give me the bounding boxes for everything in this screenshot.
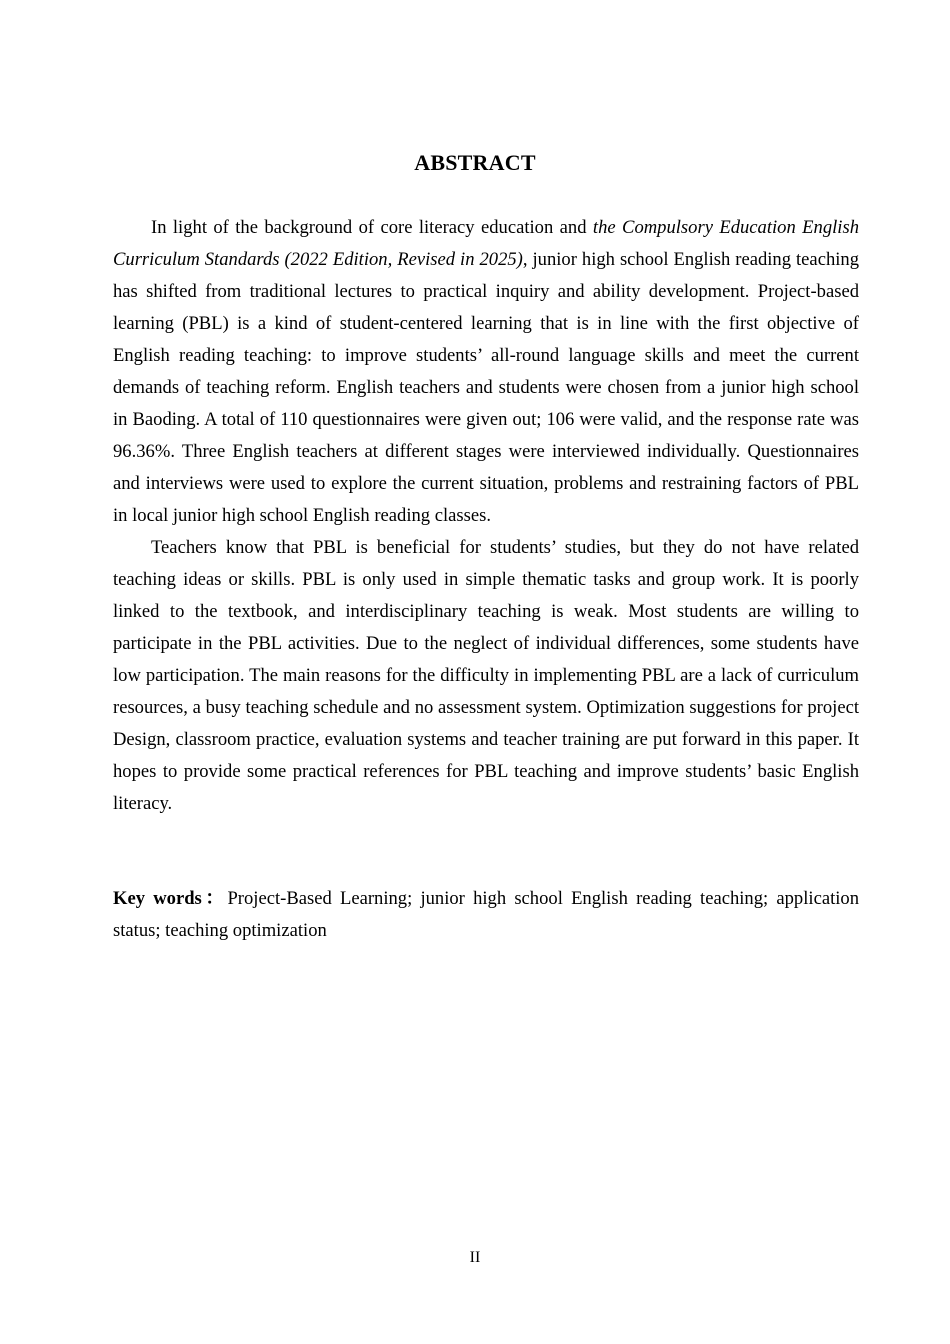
keywords-text: Project-Based Learning; junior high school English reading teaching; application status; teaching optimization	[113, 888, 859, 941]
abstract-paragraph-1	[113, 212, 859, 532]
abstract-paragraph-2: Teachers know that PBL is beneficial for students’ studies, but they do not have related teaching ideas or skills. PBL is only used in simple thematic tasks and group work. It is poorly linked to the textbook, and interdisciplinary teaching is weak. Most students are willing to participate in the PBL activities. Due to the neglect of individual differences, some students have low participation. The main reasons for the difficulty in implementing PBL are a lack of curriculum resources, a busy teaching schedule and no assessment system. Optimization suggestions for project Design, classroom practice, evaluation systems and teacher training are put forward in this paper. It hopes to provide some practical references for PBL teaching and improve students’ basic English literacy.	[113, 537, 859, 814]
abstract-body	[113, 212, 859, 820]
keywords-section	[113, 883, 859, 947]
curriculum-standards-title: the Compulsory Education English Curriculum Standards (2022 Edition, Revised in 2025)	[113, 217, 859, 270]
paragraph-1-rest-text: , junior high school English reading teaching has shifted from traditional lectures to practical inquiry and ability development. Project-based learning (PBL) is a kind of student-centered learning that is in line with the first objective of English reading teaching: to improve students’ all-round language skills and meet the current demands of teaching reform. English teachers and students were chosen from a junior high school in Baoding. A total of 110 questionnaires were given out; 106 were valid, and the response rate was 96.36%. Three English teachers at different stages were interviewed individually. Questionnaires and interviews were used to explore the current situation, problems and restraining factors of PBL in local junior high school English reading classes.	[113, 249, 859, 526]
abstract-title: ABSTRACT	[414, 150, 536, 175]
page-number: II	[469, 1249, 481, 1266]
paragraph-1-lead-text: In light of the background of core literacy education and	[151, 217, 593, 238]
keywords-label: Key words：	[113, 888, 228, 909]
